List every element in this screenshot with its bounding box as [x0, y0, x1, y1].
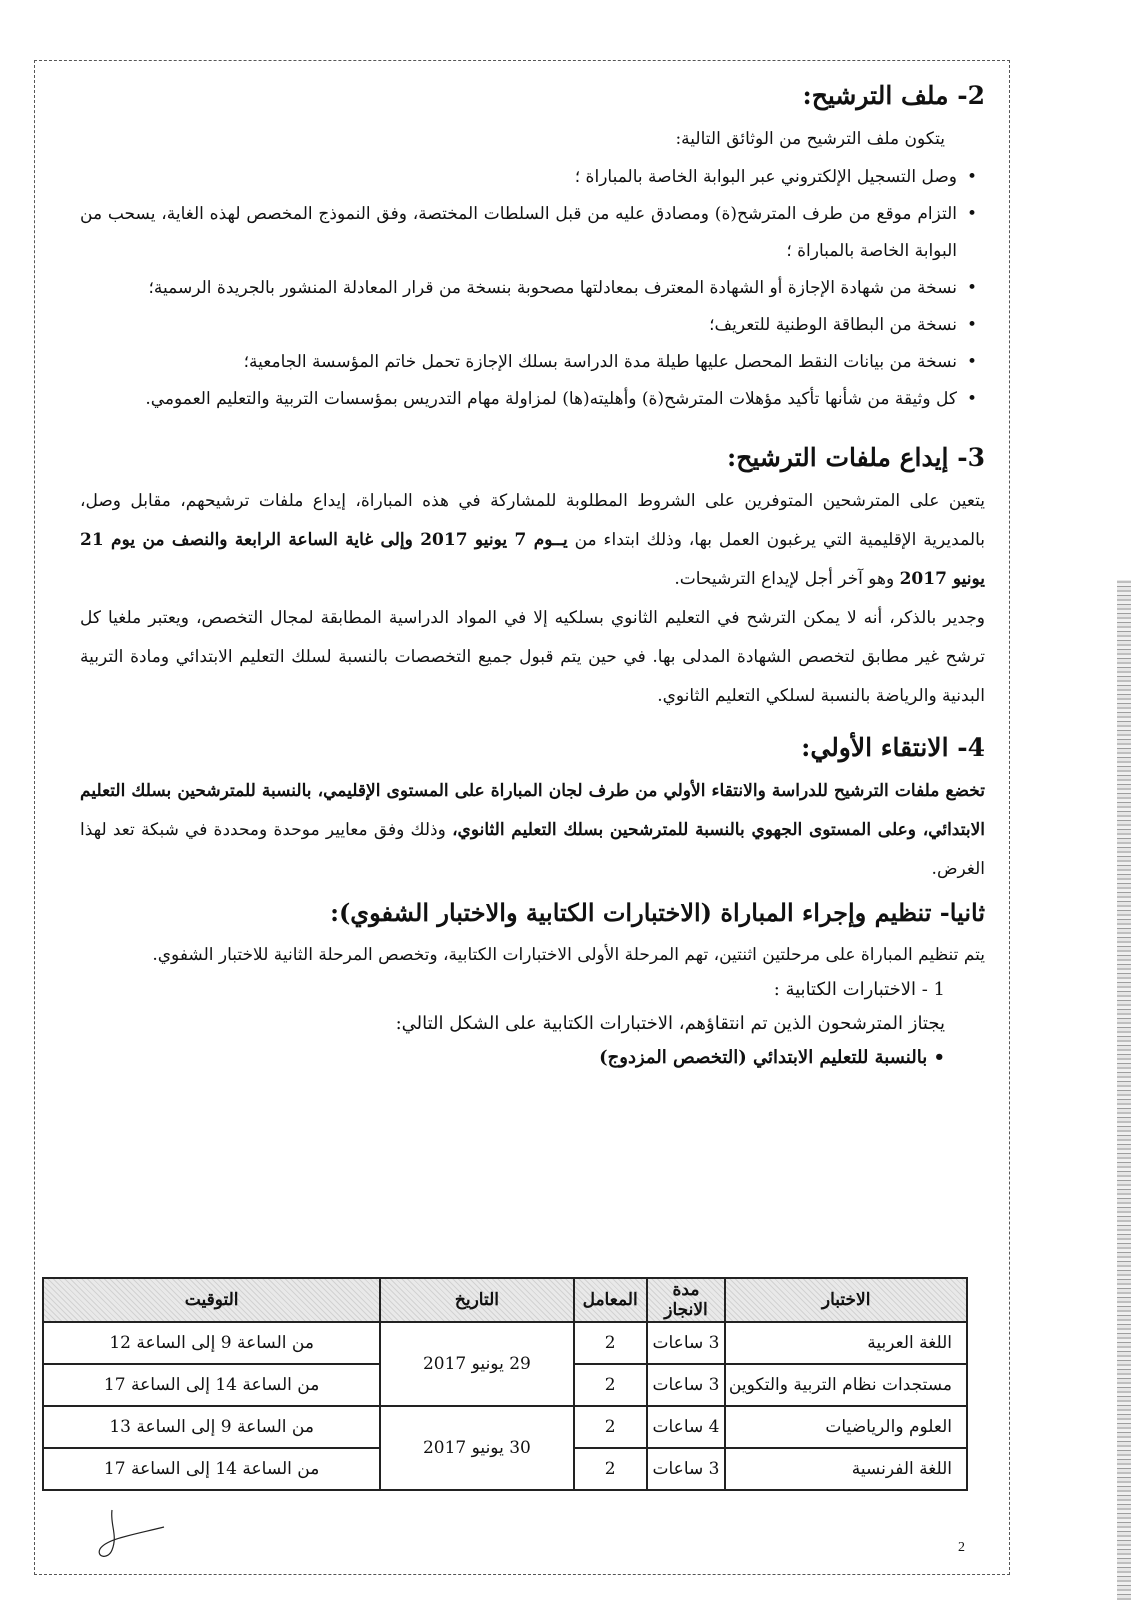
written-exams-intro: يجتاز المترشحون الذين تم انتقاؤهم، الاختبارات الكتابية على الشكل التالي: — [395, 1013, 945, 1034]
cell-duration: 3 ساعات — [647, 1322, 726, 1364]
list-item: • نسخة من بيانات النقط المحصل عليها طيلة مدة الدراسة بسلك الإجازة تحمل خاتم المؤسسة الجامعية؛ — [243, 352, 977, 372]
signature-mark — [82, 1505, 172, 1565]
header-date: التاريخ — [380, 1278, 573, 1322]
section3-paragraph2: وجدير بالذكر، أنه لا يمكن الترشح في التعليم الثانوي بسلكيه إلا في المواد الدراسية المطابقة لمجال التخصص، ويعتبر ملغيا كل ترشح غير مطابق لتخصص الشهادة المدلى بها. في حين يتم قبول جميع التخصصات بالنسبة لسلك التعليم الابتدائي ومادة التربية البدنية والرياضة بالنسبة لسلكي التعليم الثانوي. — [80, 608, 985, 706]
cell-duration: 4 ساعات — [647, 1406, 726, 1448]
list-item: • نسخة من البطاقة الوطنية للتعريف؛ — [709, 315, 977, 335]
exam-schedule-table — [42, 1277, 968, 1491]
cell-coefficient: 2 — [574, 1322, 647, 1364]
cell-time: من الساعة 9 إلى الساعة 12 — [43, 1322, 380, 1364]
cell-date: 30 يونيو 2017 — [380, 1406, 573, 1490]
document-body — [80, 78, 985, 1075]
written-exams-title: 1 - الاختبارات الكتابية : — [773, 979, 945, 1000]
cell-time: من الساعة 9 إلى الساعة 13 — [43, 1406, 380, 1448]
cell-coefficient: 2 — [574, 1364, 647, 1406]
cell-exam: العلوم والرياضيات — [725, 1406, 967, 1448]
section3-title: 3- إيداع ملفات الترشيح: — [726, 443, 985, 472]
cell-duration: 3 ساعات — [647, 1364, 726, 1406]
section2-title: 2- ملف الترشيح: — [802, 81, 985, 110]
list-item: • كل وثيقة من شأنها تأكيد مؤهلات المترشح(ة) وأهليته(ها) لمزاولة مهام التدريس بمؤسسات التربية والتعليم العمومي. — [145, 389, 977, 409]
table-row — [43, 1322, 967, 1364]
header-duration: مدة الانجاز — [647, 1278, 726, 1322]
section3-paragraph1: يتعين على المترشحين المتوفرين على الشروط المطلوبة للمشاركة في هذه المباراة، إيداع ملفات ترشيحهم، مقابل وصل، بالمديرية الإقليمية التي يرغبون العمل بها، وذلك ابتداء من يــوم 7 يونيو 2017 وإلى غاية الساعة الرابعة والنصف من يوم 21 يونيو 2017 وهو آخر أجل لإيداع الترشيحات. — [80, 491, 985, 589]
cell-time: من الساعة 14 إلى الساعة 17 — [43, 1448, 380, 1490]
section4-paragraph: تخضع ملفات الترشيح للدراسة والانتقاء الأولي من طرف لجان المباراة على المستوى الإقليمي، بالنسبة للمترشحين بسلك التعليم الابتدائي، وعلى المستوى الجهوي بالنسبة للمترشحين بسلك التعليم الثانوي، وذلك وفق معايير موحدة ومحددة في شبكة تعد لهذا الغرض. — [80, 781, 986, 879]
cell-exam: مستجدات نظام التربية والتكوين — [725, 1364, 967, 1406]
cell-date: 29 يونيو 2017 — [380, 1322, 573, 1406]
section2-intro: يتكون ملف الترشيح من الوثائق التالية: — [675, 129, 945, 149]
cell-exam: اللغة الفرنسية — [725, 1448, 967, 1490]
cell-time: من الساعة 14 إلى الساعة 17 — [43, 1364, 380, 1406]
list-item: • التزام موقع من طرف المترشح(ة) ومصادق عليه من قبل السلطات المختصة، وفق النموذج المخصص لهذه الغاية، يسحب من البوابة الخاصة بالمباراة ؛ — [80, 204, 977, 261]
header-coefficient: المعامل — [574, 1278, 647, 1322]
section4-title: 4- الانتقاء الأولي: — [801, 733, 985, 762]
table-header-row — [43, 1278, 967, 1322]
list-item: • نسخة من شهادة الإجازة أو الشهادة المعترف بمعادلتها مصحوبة بنسخة من قرار المعادلة المنشور بالجريدة الرسمية؛ — [148, 278, 977, 298]
part2-intro: يتم تنظيم المباراة على مرحلتين اثنتين، تهم المرحلة الأولى الاختبارات الكتابية، وتخصص المرحلة الثانية للاختبار الشفوي. — [152, 945, 985, 965]
cell-duration: 3 ساعات — [647, 1448, 726, 1490]
cell-exam: اللغة العربية — [725, 1322, 967, 1364]
cell-coefficient: 2 — [574, 1448, 647, 1490]
list-item: • وصل التسجيل الإلكتروني عبر البوابة الخاصة بالمباراة ؛ — [574, 167, 977, 187]
table-row — [43, 1406, 967, 1448]
primary-bullet: • بالنسبة للتعليم الابتدائي (التخصص المزدوج) — [599, 1047, 945, 1068]
scan-edge-strip — [1117, 580, 1131, 1600]
header-exam: الاختبار — [725, 1278, 967, 1322]
page-number: 2 — [958, 1540, 965, 1555]
section2-list — [80, 159, 985, 418]
header-time: التوقيت — [43, 1278, 380, 1322]
part2-title: ثانيا- تنظيم وإجراء المباراة (الاختبارات الكتابية والاختبار الشفوي): — [330, 898, 985, 927]
cell-coefficient: 2 — [574, 1406, 647, 1448]
